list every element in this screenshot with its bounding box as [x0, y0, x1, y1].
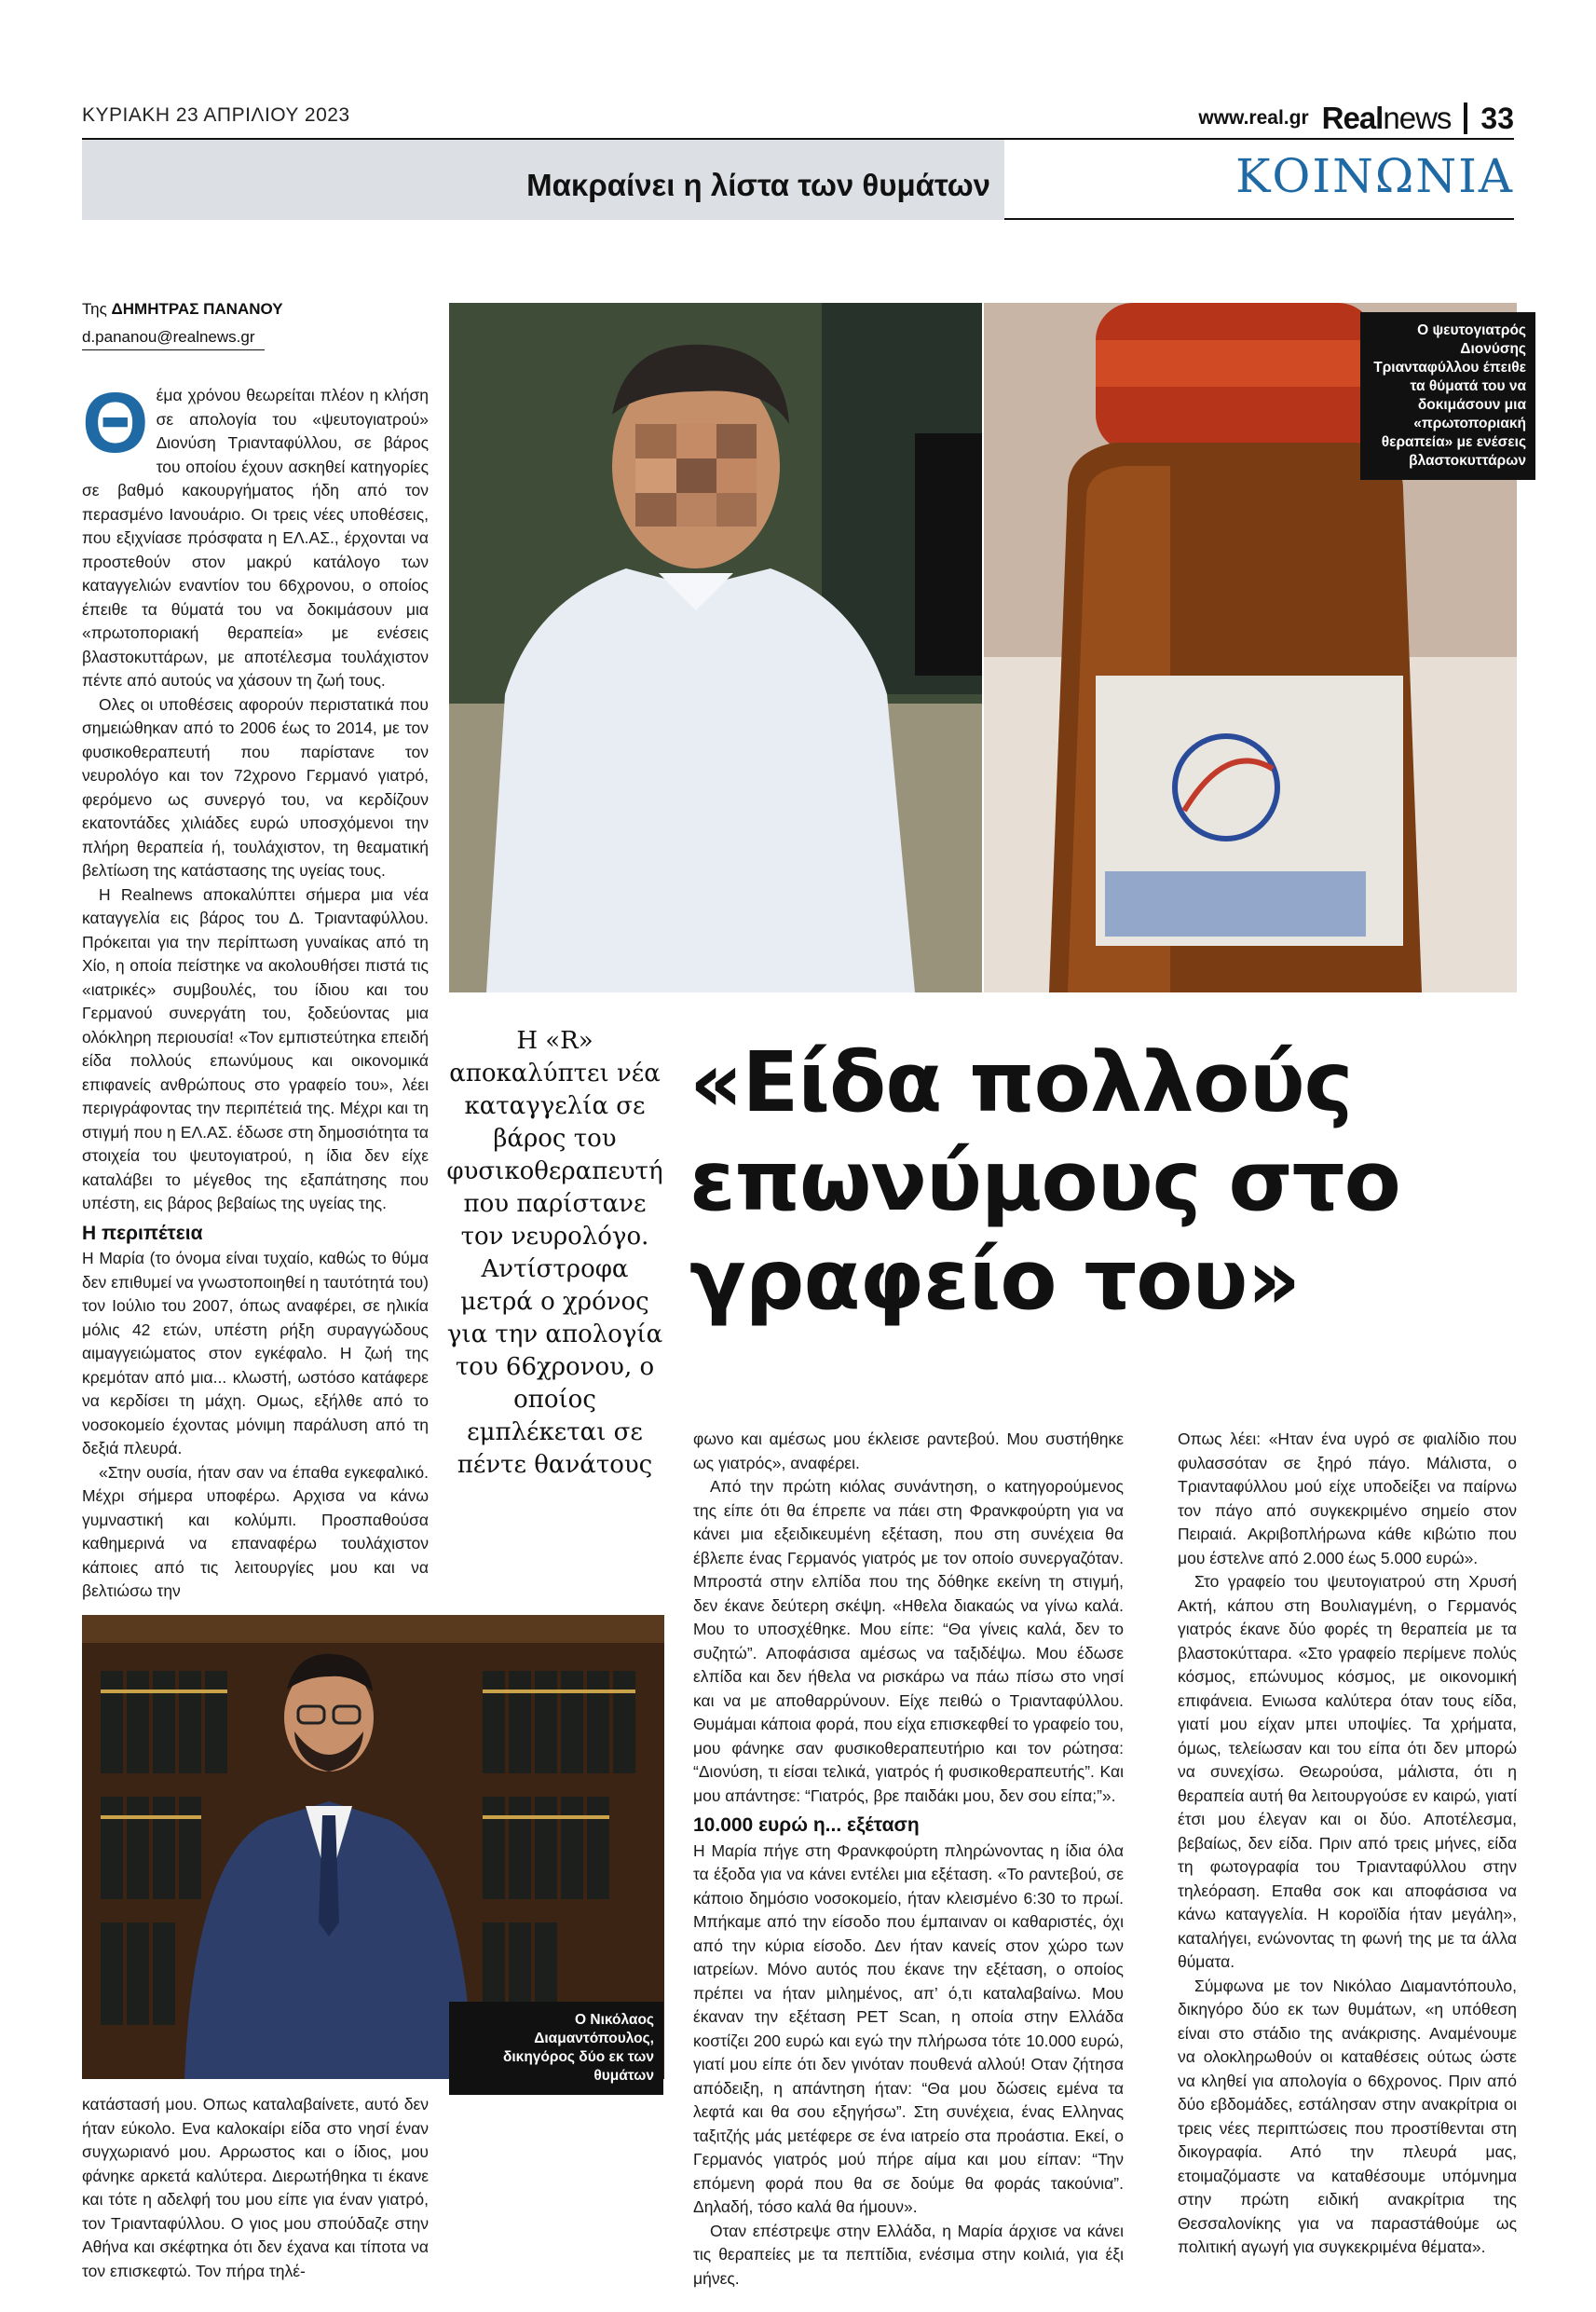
brand-logo	[1322, 101, 1452, 136]
paragraph: κατάστασή μου. Οπως καταλαβαίνετε, αυτό δεν ήταν εύκολο. Ενα καλοκαίρι είδα στο νησί έναν συγχωριανό μου. Αρρωστος και ο ίδιος, μου φάνηκε αρκετά καλύτερα. Διερωτήθηκα τι έκανε και τότε η αδελφή του μου είπε για έναν γιατρό, τον Τριανταφύλλου. Ο γιος μου σπούδαζε στην Αθήνα και σκέφτηκα ότι δεν έχανα και τίποτα να τον επισκεφτώ. Τον πήρα τηλέ-	[82, 2095, 429, 2280]
section-title: ΚΟΙΝΩΝΙΑ	[1235, 149, 1514, 203]
photo-suspect	[449, 303, 982, 992]
subheading: 10.000 ευρώ η... εξέταση	[693, 1814, 920, 1836]
column-3	[693, 1428, 1124, 2291]
paragraph: Οταν επέστρεψε στην Ελλάδα, η Μαρία άρχισε να κάνει τις θεραπείες με τα πεπτίδια, ενέσιμα στην κοιλιά, για έξι μήνες.	[693, 2221, 1124, 2288]
paragraph: Η Realnews αποκαλύπτει σήμερα μια νέα καταγγελία εις βάρος του Δ. Τριανταφύλλου. Πρόκειται για την περίπτωση γυναίκας από τη Χίο, η οποία πείστηκε να ακολουθήσει πιστά τις «ιατρικές» συμβουλές, του ίδιου και του Γερμανού συνεργάτη του, ξοδεύοντας μια ολόκληρη περιουσία! «Τον εμπιστεύτηκα επειδή είδα πολλούς επωνύμους και οικονομικά επιφανείς ανθρώπους στο γραφείο του», λέει περιγράφοντας την περιπέτειά της. Μέχρι και τη στιγμή που η ΕΛ.ΑΣ. έδωσε στη δημοσιότητα τα στοιχεία του ψευτογιατρού, η ίδια δεν είχε καταλάβει το μέγεθος της εξαπάτησης που υπέστη, εις βάρος βεβαίως της υγείας της.	[82, 884, 429, 1212]
header-divider	[1464, 103, 1467, 134]
byline-author: ΔΗΜΗΤΡΑΣ ΠΑΝΑΝΟΥ	[111, 300, 283, 318]
subheading: Η περιπέτεια	[82, 1222, 203, 1244]
author-email[interactable]: d.pananou@realnews.gr	[82, 328, 255, 346]
byline-prefix: Της	[82, 300, 107, 318]
site-url[interactable]: www.real.gr	[1198, 107, 1309, 129]
paragraph: Η Μαρία (το όνομα είναι τυχαίο, καθώς το θύμα δεν επιθυμεί να γνωστοποιηθεί η ταυτότητά του) τον Ιούλιο του 2007, όπως αναφέρει, σε ηλικία μόλις 42 ετών, υπέστη ρήξη συραγγώδους αιμαγγειώματος στον εγκέφαλο. Η ζωή της κρεμόταν από μια... κλωστή, ωστόσο κατάφερε να κερδίσει τη μάχη. Ομως, εξήλθε από το νοσοκομείο έχοντας μόνιμη παράλυση από τη δεξιά πλευρά.	[82, 1249, 429, 1457]
page-number: 33	[1480, 101, 1514, 135]
brand-bold: Real	[1321, 101, 1384, 135]
paragraph: Ολες οι υποθέσεις αφορούν περιστατικά που σημειώθηκαν από το 2006 έως το 2014, με τον φυσικοθεραπευτή που παρίστανε τον νευρολόγο και τον 72χρονο Γερμανό γιατρό, φερόμενο ως συνεργό του, να κερδίζουν εκατοντάδες χιλιάδες ευρώ υποσχόμενοι την πλήρη θεραπεία ή, τουλάχιστον, τη θεαματική βελτίωση της κατάστασης της υγείας τους.	[82, 694, 429, 880]
paragraph: Σύμφωνα με τον Νικόλαο Διαμαντόπουλο, δικηγόρο δύο εκ των θυμάτων, «η υπόθεση είναι στο στάδιο της ανάκρισης. Αναμένουμε να ολοκληρωθούν οι καταθέσεις ούτως ώστε να κληθεί για απολογία ο 66χρονος. Πριν από δύο εβδομάδες, εστάλησαν στην ανακρίτρια οι τρεις νέες περιπτώσεις που προστίθενται στη δικογραφία. Από την πλευρά μας, ετοιμαζόμαστε να καταθέσουμε υπόμνημα στην πρώτη ειδική ανακρίτρια της Θεσσαλονίκης για να παραστάθούμε ως πολιτική αγωγή για συγκεκριμένα θέματα».	[1178, 1976, 1517, 2256]
banner-title: Μακραίνει η λίστα των θυμάτων	[526, 168, 990, 202]
paragraph: Οπως λέει: «Ηταν ένα υγρό σε φιαλίδιο που φυλασσόταν σε ξηρό πάγο. Μάλιστα, ο Τριανταφύλλου μού είχε υποδείξει να παίρνω τον πάγο από συγκεκριμένο σημείο στον Πειραιά. Ακριβοπλήρωνα κάθε κιβώτιο που μου έστελνε από 2.000 έως 5.000 ευρώ».	[1178, 1430, 1517, 1567]
paragraph: έμα χρόνου θεωρείται πλέον η κλήση σε απολογία του «ψευτογιατρού» Διονύση Τριανταφύλλου, σε βάρος του οποίου έχουν ασκηθεί κατηγορίες σε βαθμό κακουργήματος ήδη από τον περασμένο Ιανουάριο. Οι τρεις νέες υποθέσεις, που εξιχνίασε πρόσφατα η ΕΛ.ΑΣ., έρχονται να προστεθούν στον μακρύ κατάλογο των καταγγελιών εναντίον του 66χρονου, ο οποίος έπειθε τα θύματά του να δοκιμάσουν μια «πρωτοποριακή θεραπεία» με ενέσεις βλαστοκυττάρων, με αποτέλεσμα τουλάχιστον πέντε από αυτούς να χάσουν τη ζωή τους.	[82, 386, 429, 690]
column-4	[1178, 1428, 1517, 2260]
paragraph: φωνο και αμέσως μου έκλεισε ραντεβού. Μου συστήθηκε ως γιατρός», αναφέρει.	[693, 1430, 1124, 1472]
column-1-continued	[82, 2093, 429, 2283]
paragraph: Από την πρώτη κιόλας συνάντηση, ο κατηγορούμενος της είπε ότι θα έπρεπε να πάει στη Φρανκφούρτη για να κάνει μια εξειδικευμένη εξέταση, που στη συνέχεια θα έβλεπε ένας Γερμανός γιατρός με τον οποίο συνεργαζόταν. Μπροστά στην ελπίδα που της δόθηκε εκείνη τη στιγμή, δεν έκανε δεύτερη σκέψη. «Ηθελα διακαώς να γίνω καλά. Μου το υποσχέθηκε. Μου είπε: “Θα γίνεις καλά, δεν το συζητώ”. Αποφάσισα αμέσως να ταξιδέψω. Μου έδωσε ελπίδα και δεν ήθελα να ρισκάρω να πάω πίσω στο νησί και να με αποθαρρύνουν. Είχε πειθώ ο Τριανταφύλλου. Θυμάμαι κάποια φορά, που είχα επισκεφθεί το γραφείο του, μου φάνηκε σαν φυσικοθεραπευτήριο και τον ρώτησα: “Διονύση, τι είσαι τελικά, γιατρός ή φυσικοθεραπευτής”. Και μου απάντησε: “Γιατρός, βρε παιδάκι μου, δεν σου είπα;”».	[693, 1477, 1124, 1805]
column-1	[82, 376, 429, 1604]
paragraph: «Στην ουσία, ήταν σαν να έπαθα εγκεφαλικό. Μέχρι σήμερα υποφέρω. Αρχισα να κάνω γυμναστική και κολύμπι. Προσπαθούσα καθημερινά να επαναφέρω τουλάχιστον κάποιες από τις λειτουργίες μου και να βελτιώσω την	[82, 1462, 429, 1600]
suspect-illustration	[449, 303, 982, 992]
issue-date: ΚΥΡΙΑΚΗ 23 ΑΠΡΙΛΙΟΥ 2023	[82, 104, 350, 126]
brand-rest: news	[1383, 101, 1452, 135]
paragraph: Στο γραφείο του ψευτογιατρού στη Χρυσή Ακτή, κάπου στη Βουλιαγμένη, ο Γερμανός γιατρός έκανε δύο φορές τη θεραπεία με τα βλαστοκύτταρα. «Στο γραφείο περίμενε πολύς κόσμος, επώνυμος κόσμος, με οικονομική επιφάνεια. Ενιωσα καλύτερα όταν τους είδα, γιατί μου είχαν μπει υποψίες. Τα χρήματα, όμως, τελείωσαν και του είπα ότι δεν μπορώ να συνεχίσω. Θεωρούσα, μάλιστα, ότι η θεραπεία αυτή θα λειτουργούσε εν καιρώ, γιατί έτσι μου έλεγαν και οι δύο. Αποτέλεσμα, βεβαίως, δεν είδα. Πριν από τρεις μήνες, είδα τη φωτογραφία του Τριανταφύλλου στην τηλεόραση. Επαθα σοκ και αποφάσισα να κάνω καταγγελία. Η κοροϊδία ήταν μεγάλη», καταλήγει, ενώνοντας τη φωνή της με τα άλλα θύματα.	[1178, 1572, 1517, 1971]
caption-vial: Ο ψευτογιατρός Διονύσης Τριανταφύλλου έπειθε τα θύματά του να δοκιμάσουν μια «πρωτοποριακή θεραπεία» με ενέσεις βλαστοκυττάρων	[1360, 312, 1535, 480]
drop-cap: Θ	[82, 376, 149, 471]
byline-rule	[82, 349, 265, 350]
byline	[82, 300, 283, 319]
masthead-right	[1198, 101, 1514, 136]
headline: «Είδα πολλούς επωνύμους στο γραφείο του»	[689, 1033, 1400, 1328]
pull-quote: Η «R» αποκαλύπτει νέα καταγγελία σε βάρος του φυσικοθεραπευτή που παρίστανε τον νευρολόγο. Αντίστροφα μετρά ο χρόνος για την απολογία του 66χρονου, ο οποίος εμπλέκεται σε πέντε θανάτους	[446, 1027, 663, 1479]
caption-lawyer: Ο Νικόλαος Διαμαντόπουλος, δικηγόρος δύο εκ των θυμάτων	[449, 2002, 663, 2095]
paragraph: Η Μαρία πήγε στη Φρανκφούρτη πληρώνοντας η ίδια όλα τα έξοδα για να κάνει εντέλει μια εξέταση. «Το ραντεβού, σε κάποιο δημόσιο νοσοκομείο, ήταν κλεισμένο 6:30 το πρωί. Μπήκαμε από την είσοδο που έμπαιναν οι καθαριστές, όχι από την κύρια είσοδο. Δεν ήταν κανείς στον χώρο των ιατρείων. Μόνο αυτός που έκανε την εξέταση, ο οποίος πρέπει να ήταν μιλημένος, απ’ ό,τι καταλαβαίνω. Μου έκαναν την εξέταση PET Scan, η οποία στην Ελλάδα κοστίζει 200 ευρώ και εγώ την πλήρωσα τότε 10.000 ευρώ, γιατί μου είπε ότι δεν γινόταν πουθενά αλλού! Οταν ζήτησα απόδειξη, η απάντηση ήταν: “Θα μου δώσεις εμένα τα λεφτά και θα σου εξηγήσω”. Στη συνέχεια, ένας Ελληνας ταξιτζής μάς μετέφερε σε ένα ιατρείο στα προάστια. Εκεί, ο Γερμανός γιατρός μού πήρε αίμα και μου είπαν: “Την επόμενη φορά που θα σε δούμε θα φοράς τακούνια”. Δηλαδή, τόσο καλά θα ήμουν».	[693, 1840, 1124, 2216]
section-rule	[1004, 218, 1514, 220]
